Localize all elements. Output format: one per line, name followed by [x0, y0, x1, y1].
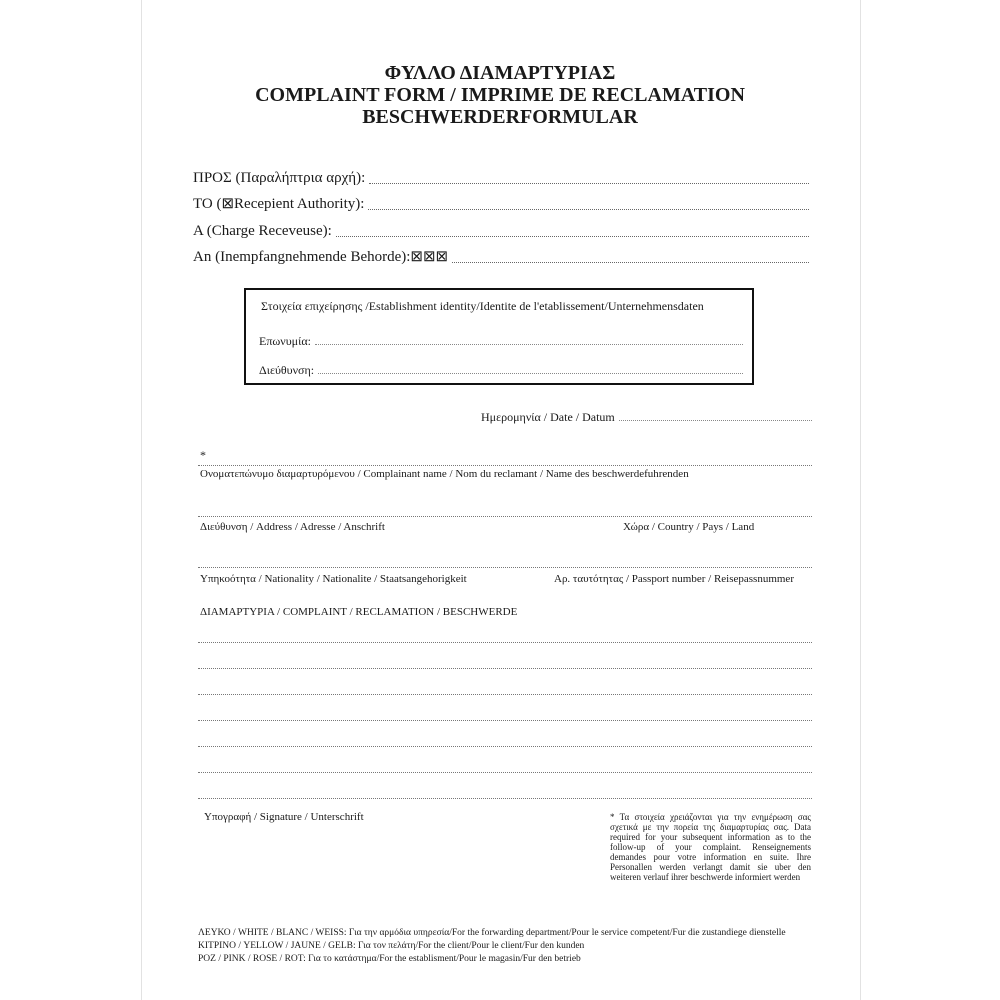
nationality-label: Υπηκοότητα / Nationality / Nationalite / Staatsangehorigkeit [200, 573, 467, 585]
copy-white-legend: ΛΕΥΚΟ / WHITE / BLANC / WEISS: Για την αρμόδια υπηρεσία/For the forwarding department/Pour le service competent/Fur die zustandiege dienstelle [198, 928, 786, 938]
complaint-line-2[interactable] [198, 668, 812, 669]
required-asterisk: * [200, 448, 206, 462]
passport-label: Αρ. ταυτότητας / Passport number / Reisepassnummer [554, 573, 794, 585]
copy-yellow-legend: ΚΙΤΡΙΝΟ / YELLOW / JAUNE / GELB: Για τον πελάτη/For the client/Pour le client/Fur den kunden [198, 941, 585, 951]
complaint-line-7[interactable] [198, 798, 812, 799]
fill-line [619, 419, 812, 421]
recipient-french-label: A (Charge Receveuse): [193, 223, 332, 239]
title-english-french: COMPLAINT FORM / IMPRIME DE RECLAMATION [255, 84, 745, 106]
complaint-heading: ΔΙΑΜΑΡΤΥΡΙΑ / COMPLAINT / RECLAMATION / BESCHWERDE [200, 606, 518, 618]
establishment-title: Στοιχεία επιχείρησης /Establishment identity/Identite de l'etablissement/Unternehmensdaten [261, 299, 704, 313]
recipient-german-field[interactable] [193, 249, 809, 266]
establishment-address-field[interactable] [259, 363, 743, 377]
fill-line [336, 235, 809, 237]
complaint-line-4[interactable] [198, 720, 812, 721]
country-label: Χώρα / Country / Pays / Land [623, 521, 755, 533]
title-german: BESCHWERDERFORMULAR [362, 106, 638, 128]
data-usage-note: * Τα στοιχεία χρειάζονται για την ενημέρωση σας σχετικά με την πορεία της διαμαρτυρίας σας. Data required for your subsequent information as to the follow-up of your complaint. Renseignements demandes pour votre information en suite. Ihre Personallen werden verlangt damit sie uber den weiteren verlauf ihrer beschwerde informiert werden [610, 812, 811, 882]
copy-pink-legend: ΡΟΖ / PINK / ROSE / ROT: Για το κατάστημα/For the establisment/Pour le magasin/Fur den betrieb [198, 954, 581, 964]
fill-line [369, 182, 809, 184]
complainant-name-label: Ονοματεπώνυμο διαμαρτυρόμενου / Complainant name / Nom du reclamant / Name des beschwerdefuhrenden [200, 468, 689, 480]
form-title [141, 62, 859, 128]
nationality-passport-line[interactable] [198, 567, 812, 568]
establishment-address-label: Διεύθυνση: [259, 363, 315, 377]
recipient-german-label: An (Inempfangnehmende Behorde):⊠⊠⊠ [193, 249, 449, 265]
complaint-line-5[interactable] [198, 746, 812, 747]
date-label: Ημερομηνία / Date / Datum [481, 410, 615, 424]
fill-line [452, 261, 809, 263]
fill-line [368, 208, 809, 210]
title-greek: ΦΥΛΛΟ ΔΙΑΜΑΡΤΥΡΙΑΣ [384, 62, 616, 84]
complaint-line-6[interactable] [198, 772, 812, 773]
signature-label: Υπογραφή / Signature / Unterschrift [204, 811, 364, 823]
complainant-name-line[interactable] [198, 465, 812, 466]
address-label: Διεύθυνση / Address / Adresse / Anschrift [200, 521, 385, 533]
address-country-line[interactable] [198, 516, 812, 517]
establishment-box [244, 288, 754, 385]
recipient-english-label: TO (⊠Recepient Authority): [193, 196, 365, 212]
establishment-name-label: Επωνυμία: [259, 334, 311, 348]
complaint-line-1[interactable] [198, 642, 812, 643]
fill-line [315, 343, 743, 345]
complaint-line-3[interactable] [198, 694, 812, 695]
recipient-greek-label: ΠΡΟΣ (Παραλήπτρια αρχή): [193, 170, 366, 186]
recipient-french-field[interactable] [193, 223, 809, 240]
establishment-name-field[interactable] [259, 334, 743, 348]
date-field[interactable] [481, 410, 812, 424]
recipient-english-field[interactable] [193, 196, 809, 213]
fill-line [318, 372, 743, 374]
recipient-greek-field[interactable] [193, 170, 809, 187]
